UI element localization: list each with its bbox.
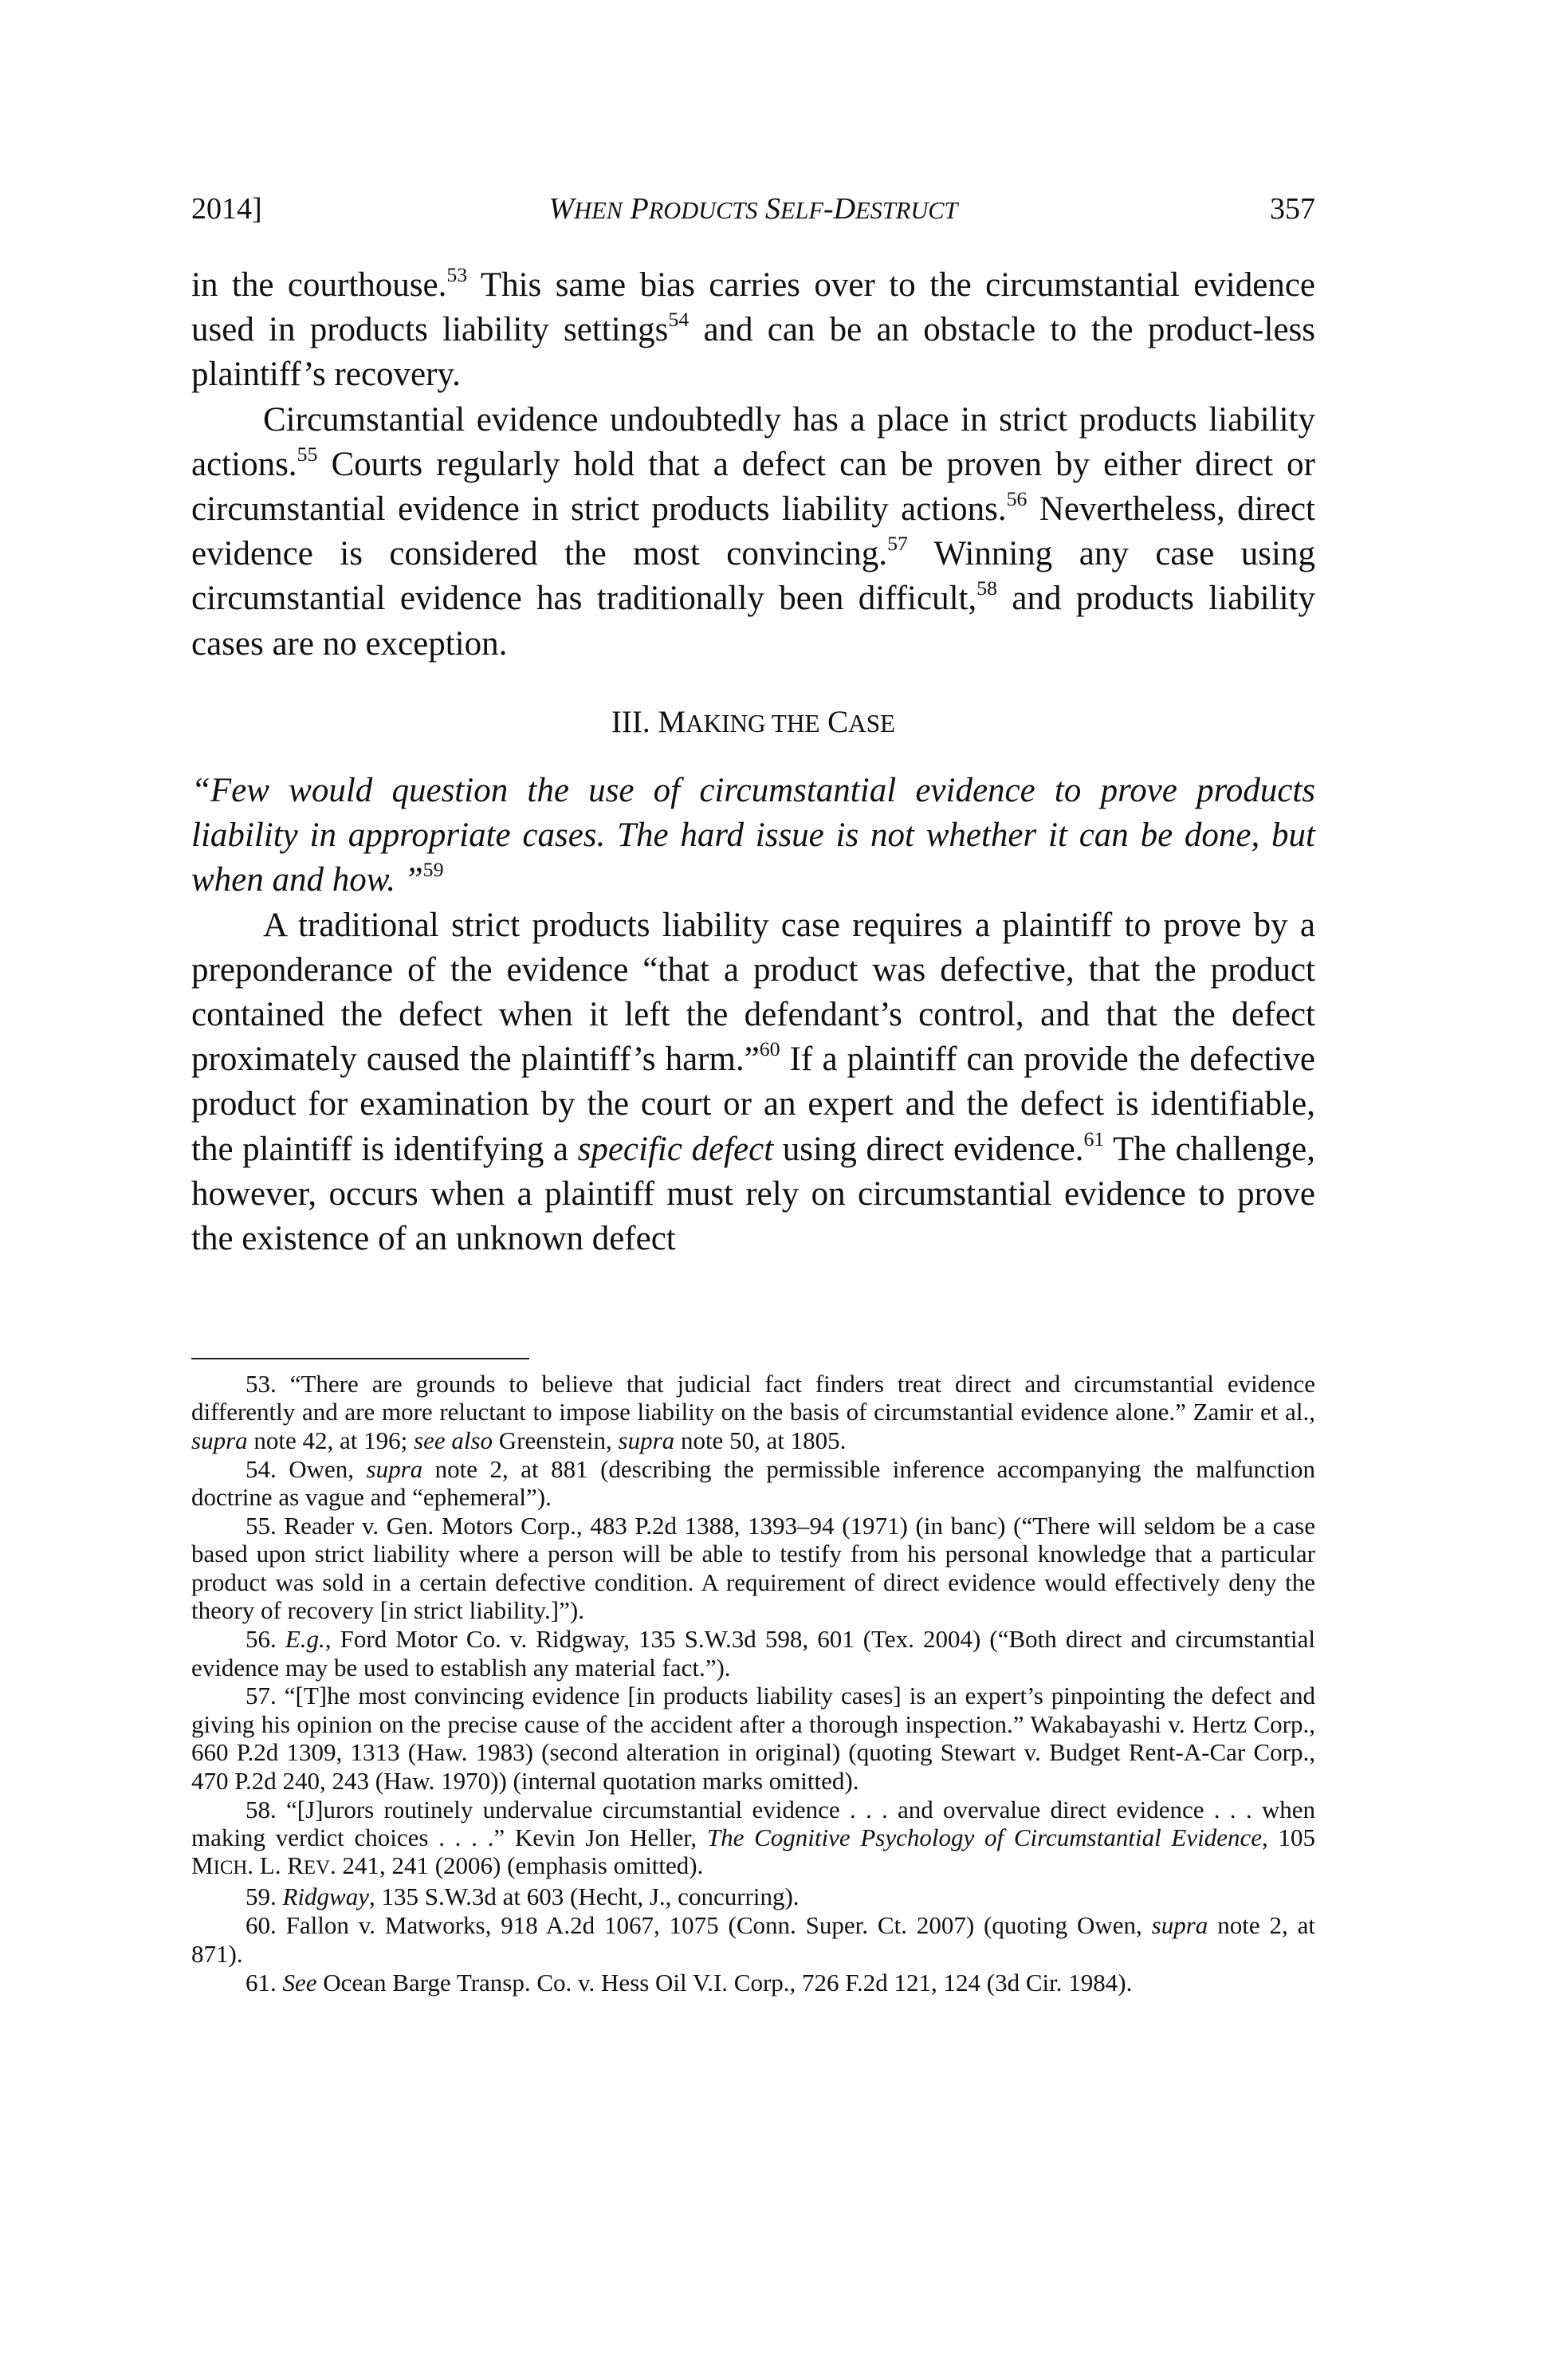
footnote-ref-60: 60	[759, 1037, 780, 1061]
footnote-54: 54. Owen, supra note 2, at 881 (describing the permissible inference accompanying the malfunction doctrine as vague and “ephemeral”).	[191, 1454, 1315, 1512]
footnote-ref-53: 53	[446, 262, 468, 286]
footnote-ref-54: 54	[668, 308, 690, 332]
footnote-ref-56: 56	[1006, 486, 1028, 510]
header-year: 2014]	[191, 192, 262, 226]
footnote-ref-59: 59	[422, 858, 444, 882]
paragraph-2: Circumstantial evidence undoubtedly has a place in strict products liability actions.$^{55}$ Courts regularly hold that a defect can be proven by either direct or circumstantial evidence in strict products liability actions.$^{56}$ Nevertheless, direct evidence is considered the most convincing.$^{57}$ Winning any case using circumstantial evidence has traditionally been difficult,$^{58}$ and products liability cases are no exception.	[191, 400, 1315, 663]
footnote-57: 57. “[T]he most convincing evidence [in products liability cases] is an expert’s pinpointing the defect and giving his opinion on the precise cause of the accident after a thorough inspection.” Wakabayashi v. Hertz Corp., 660 P.2d 1309, 1313 (Haw. 1983) (second alteration in original) (quoting Stewart v. Budget Rent-A-Car Corp., 470 P.2d 240, 243 (Haw. 1970)) (internal quotation marks omitted).	[191, 1682, 1315, 1795]
paragraph-1: in the courthouse.$^{53}$ This same bias carries over to the circumstantial evidence used in products liability settings$^{54}$ and can be an obstacle to the product-less plaintiff’s recovery.	[191, 262, 1315, 394]
epigraph: “Few would question the use of circumstantial evidence to prove products liability in appropriate cases. The hard issue is not whether it can be done, but when and how. ”$^{59}$	[191, 772, 1315, 899]
page-number: 357	[1270, 192, 1315, 226]
footnote-60: 60. Fallon v. Matworks, 918 A.2d 1067, 1075 (Conn. Super. Ct. 2007) (quoting Owen, supra note 2, at 871).	[191, 1911, 1315, 1968]
footnote-61: 61. See Ocean Barge Transp. Co. v. Hess Oil V.I. Corp., 726 F.2d 121, 124 (3d Cir. 1984).	[246, 1968, 1133, 1996]
footnote-55: 55. Reader v. Gen. Motors Corp., 483 P.2d 1388, 1393–94 (1971) (in banc) (“There will seldom be a case based upon strict liability where a person will be able to testify from his personal knowledge that a particular product was sold in a certain defective condition. A requirement of direct evidence would effectively deny the theory of recovery [in strict liability.]”).	[191, 1512, 1315, 1625]
header-title: WHEN PRODUCTS SELF-DESTRUCT	[548, 192, 958, 226]
footnote-53: 53. “There are grounds to believe that judicial fact finders treat direct and circumstantial evidence differently and are more reluctant to impose liability on the basis of circumstantial evidence alone.” Zamir et al., supra note 42, at 196; see also Greenstein, supra note 50, at 1805.	[191, 1370, 1315, 1454]
footnotes	[191, 1370, 1315, 1996]
footnote-divider	[191, 1358, 529, 1359]
footnote-ref-61: 61	[1083, 1127, 1105, 1151]
footnote-58: 58. “[J]urors routinely undervalue circumstantial evidence . . . and overvalue direct evidence . . . when making verdict choices . . . .” Kevin Jon Heller, The Cognitive Psychology of Circumstantial Evidence, 105 MICH. L. REV. 241, 241 (2006) (emphasis omitted).	[191, 1795, 1315, 1880]
footnote-ref-57: 57	[887, 532, 908, 556]
footnote-56: 56. E.g., Ford Motor Co. v. Ridgway, 135 S.W.3d 598, 601 (Tex. 2004) (“Both direct and circumstantial evidence may be used to establish any material fact.”).	[191, 1625, 1315, 1682]
section-heading: III. MAKING THE CASE	[611, 704, 896, 739]
paragraph-3: A traditional strict products liability case requires a plaintiff to prove by a preponderance of the evidence “that a product was defective, that the product contained the defect when it left the defendant’s control, and that the defect proximately caused the plaintiff’s harm.”$^{60}$ If a plaintiff can provide the defective product for examination by the court or an expert and the defect is identifiable, the plaintiff is identifying a specific defect using direct evidence.$^{61}$ The challenge, however, occurs when a plaintiff must rely on circumstantial evidence to prove the existence of an unknown defect	[191, 906, 1316, 1258]
footnote-ref-58: 58	[976, 576, 998, 600]
running-header	[191, 185, 1315, 233]
main-text	[191, 263, 1315, 1261]
footnote-ref-55: 55	[297, 442, 318, 466]
footnote-59: 59. Ridgway, 135 S.W.3d at 603 (Hecht, J., concurring).	[246, 1882, 800, 1911]
